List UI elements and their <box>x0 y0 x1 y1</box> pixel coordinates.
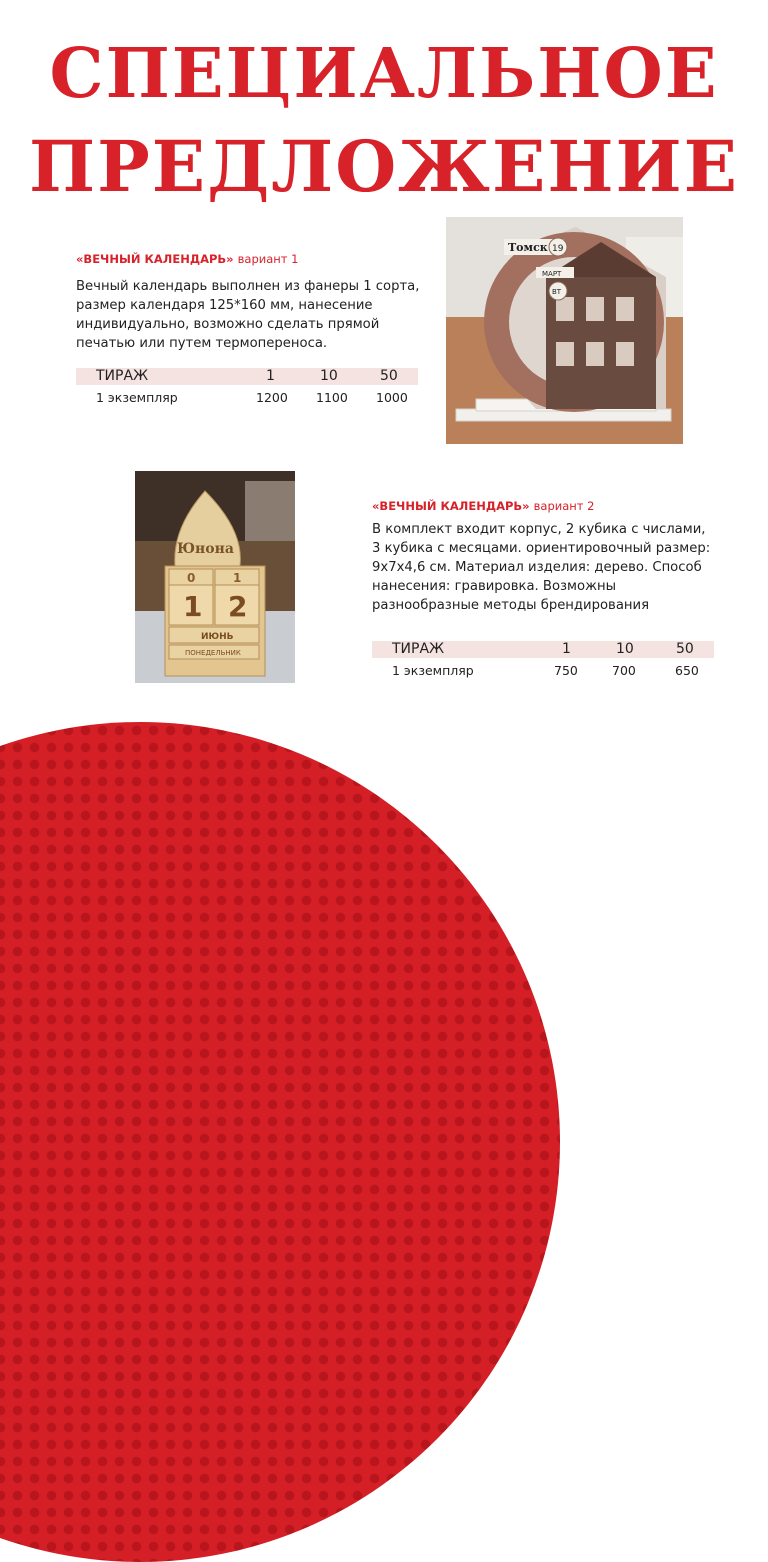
price-qty-1: 750 <box>554 663 578 678</box>
price-table-row <box>372 658 714 684</box>
digit-2: 2 <box>228 590 248 623</box>
month-label: МАРТ <box>542 270 562 278</box>
header-qty-50: 50 <box>380 368 398 384</box>
price-qty-50: 1000 <box>376 390 408 405</box>
header-qty-10: 10 <box>320 368 338 384</box>
offer-2-name: «ВЕЧНЫЙ КАЛЕНДАРЬ» <box>372 499 530 513</box>
headline-line-2: ПРЕДЛОЖЕНИЕ <box>28 125 740 208</box>
offer-2-description: В комплект входит корпус, 2 кубика с числами, 3 кубика с месяцами. ориентировочный размер: 9х7х4,6 см. Материал изделия: дерево. Способ нанесения: гравировка. Возможны разнообразные методы брендирования <box>372 522 711 613</box>
brand-label: Юнона <box>177 541 234 557</box>
tomsk-label: Томск <box>508 241 548 254</box>
top-digit-2: 1 <box>233 571 242 585</box>
wooden-cube-calendar-photo <box>135 471 295 683</box>
row-label: 1 экземпляр <box>96 390 178 405</box>
header-qty-50: 50 <box>676 641 694 657</box>
header-qty-1: 1 <box>562 641 571 657</box>
offer-1-variant: вариант 1 <box>237 252 299 266</box>
price-table-row <box>76 385 418 411</box>
offer-1-price-table <box>76 368 418 411</box>
price-qty-10: 1100 <box>316 390 348 405</box>
price-qty-1: 1200 <box>256 390 288 405</box>
weekday-bar-label: ПОНЕДЕЛЬНИК <box>185 649 241 657</box>
price-qty-10: 700 <box>612 663 636 678</box>
header-qty-1: 1 <box>266 368 275 384</box>
headline-line-1: СПЕЦИАЛЬНОЕ <box>49 34 719 114</box>
offer-2-price-table <box>372 641 714 684</box>
row-label: 1 экземпляр <box>392 663 474 678</box>
month-bar-label: ИЮНЬ <box>201 632 234 642</box>
calendar-tomsk-photo <box>446 217 683 444</box>
offer-2-variant: вариант 2 <box>533 499 595 513</box>
day-label: 19 <box>552 244 564 254</box>
offer-2-title <box>372 499 594 513</box>
header-tirazh: ТИРАЖ <box>96 368 149 384</box>
offer-1-name: «ВЕЧНЫЙ КАЛЕНДАРЬ» <box>76 252 234 266</box>
weekday-label: ВТ <box>552 288 562 296</box>
price-table-header <box>372 641 714 658</box>
offer-1-title <box>76 252 298 266</box>
top-digit-1: 0 <box>187 571 196 585</box>
price-table-header <box>76 368 418 385</box>
header-qty-10: 10 <box>616 641 634 657</box>
header-tirazh: ТИРАЖ <box>392 641 445 657</box>
price-qty-50: 650 <box>675 663 699 678</box>
decorative-red-circle <box>0 722 560 1562</box>
digit-1: 1 <box>183 590 203 623</box>
offer-1-description: Вечный календарь выполнен из фанеры 1 сорта, размер календаря 125*160 мм, нанесение индивидуально, возможно сделать прямой печатью или путем термопереноса. <box>76 279 420 351</box>
